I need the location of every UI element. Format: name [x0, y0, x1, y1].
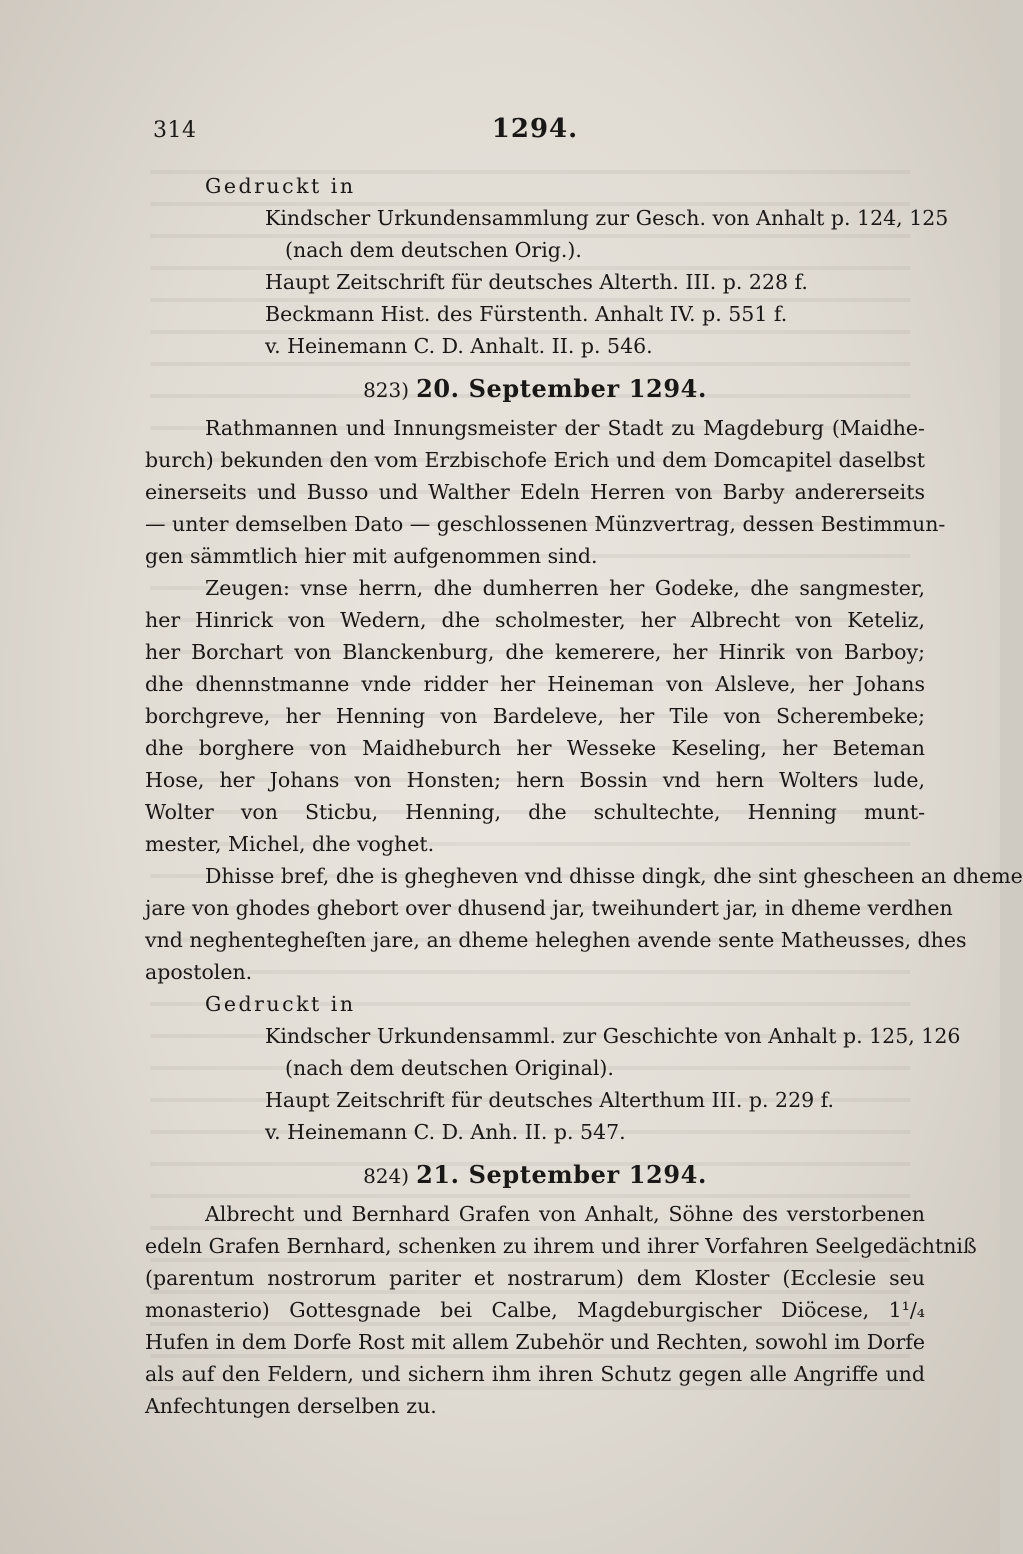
dating-clause-823 [145, 860, 1023, 988]
dating-line: Dhisse bref, dhe is ghegheven vnd dhisse dingk, dhe sint ghescheen an dheme [205, 864, 1023, 888]
dating-line: vnd neghentegheſten jare, an dheme heleghen avende sente Matheusses, dhes [145, 928, 967, 952]
summary-line: Hufen in dem Dorfe Rost mit allem Zubehör und Rechten, sowohl im Dorfe [145, 1330, 925, 1354]
reference-line: Kindscher Urkundensamml. zur Geschichte von Anhalt p. 125, 126 [265, 1024, 961, 1048]
summary-line: einerseits und Busso und Walther Edeln Herren von Barby andererseits [145, 480, 925, 504]
running-header-year: 1294. [491, 114, 579, 144]
reference-line: Haupt Zeitschrift für deutsches Alterth. III. p. 228 f. [265, 270, 808, 294]
page-header [145, 112, 925, 152]
witness-line: her Hinrick von Wedern, dhe scholmester, her Albrecht von Keteliz, [145, 608, 925, 632]
witness-line: dhe borghere von Maidheburch her Wesseke Keseling, her Beteman [145, 736, 925, 760]
witness-line: her Borchart von Blanckenburg, dhe kemerere, her Hinrik von Barboy; [145, 640, 925, 664]
reference-line: (nach dem deutschen Original). [285, 1056, 614, 1080]
summary-line: monasterio) Gottesgnade bei Calbe, Magdeburgischer Diöcese, 1¹/₄ [145, 1298, 925, 1322]
reference-line: v. Heinemann C. D. Anhalt. II. p. 546. [265, 334, 653, 358]
witness-line: Hose, her Johans von Honsten; hern Bossin vnd hern Wolters lude, [145, 768, 925, 792]
dating-line: apostolen. [145, 960, 253, 984]
document-summary-823 [145, 412, 946, 572]
summary-line: edeln Grafen Bernhard, schenken zu ihrem und ihrer Vorfahren Seelgedächtniß [145, 1234, 977, 1258]
summary-line: burch) bekunden den vom Erzbischofe Erich und dem Domcapitel daselbst [145, 448, 925, 472]
document-heading-824 [145, 1158, 925, 1192]
document-summary-824 [145, 1198, 977, 1422]
reference-line: Haupt Zeitschrift für deutsches Alterthum III. p. 229 f. [265, 1088, 835, 1112]
printed-intro: Gedruckt in [205, 992, 356, 1016]
witness-list-823 [145, 572, 925, 860]
summary-line: — unter demselben Dato — geschlossenen Münzvertrag, dessen Bestimmun- [145, 512, 946, 536]
witness-line: borchgreve, her Henning von Bardeleve, her Tile von Scherembeke; [145, 704, 925, 728]
document-number: 823) [363, 378, 410, 402]
witness-line: dhe dhennstmanne vnde ridder her Heineman von Alsleve, her Johans [145, 672, 925, 696]
witness-line: mester, Michel, dhe voghet. [145, 832, 435, 856]
summary-line: (parentum nostrorum pariter et nostrarum) dem Kloster (Ecclesie seu [145, 1266, 925, 1290]
printed-intro: Gedruckt in [205, 174, 356, 198]
reference-line: Beckmann Hist. des Fürstenth. Anhalt IV. p. 551 f. [265, 302, 788, 326]
document-date: 21. September 1294. [416, 1160, 707, 1189]
summary-line: Albrecht und Bernhard Grafen von Anhalt, Söhne des verstorbenen [205, 1202, 925, 1226]
reference-line: Kindscher Urkundensammlung zur Gesch. von Anhalt p. 124, 125 [265, 206, 949, 230]
page-number: 314 [153, 118, 197, 143]
witness-line: Zeugen: vnse herrn, dhe dumherren her Godeke, dhe sangmester, [205, 576, 925, 600]
page-text [145, 112, 1023, 1422]
summary-line: gen sämmtlich hier mit aufgenommen sind. [145, 544, 598, 568]
document-number: 824) [363, 1164, 410, 1188]
reference-line: v. Heinemann C. D. Anh. II. p. 547. [265, 1120, 626, 1144]
printed-references-2 [145, 988, 961, 1148]
summary-line: als auf den Feldern, und sichern ihm ihren Schutz gegen alle Angriffe und [145, 1362, 925, 1386]
summary-line: Anfechtungen derselben zu. [145, 1394, 437, 1418]
printed-references-1 [145, 170, 949, 362]
witness-line: Wolter von Sticbu, Henning, dhe schultechte, Henning munt- [145, 800, 925, 824]
document-heading-823 [145, 372, 925, 406]
document-date: 20. September 1294. [416, 374, 707, 403]
reference-line: (nach dem deutschen Orig.). [285, 238, 582, 262]
dating-line: jare von ghodes ghebort over dhusend jar, tweihundert jar, in dheme verdhen [145, 896, 953, 920]
summary-line: Rathmannen und Innungsmeister der Stadt zu Magdeburg (Maidhe- [205, 416, 925, 440]
